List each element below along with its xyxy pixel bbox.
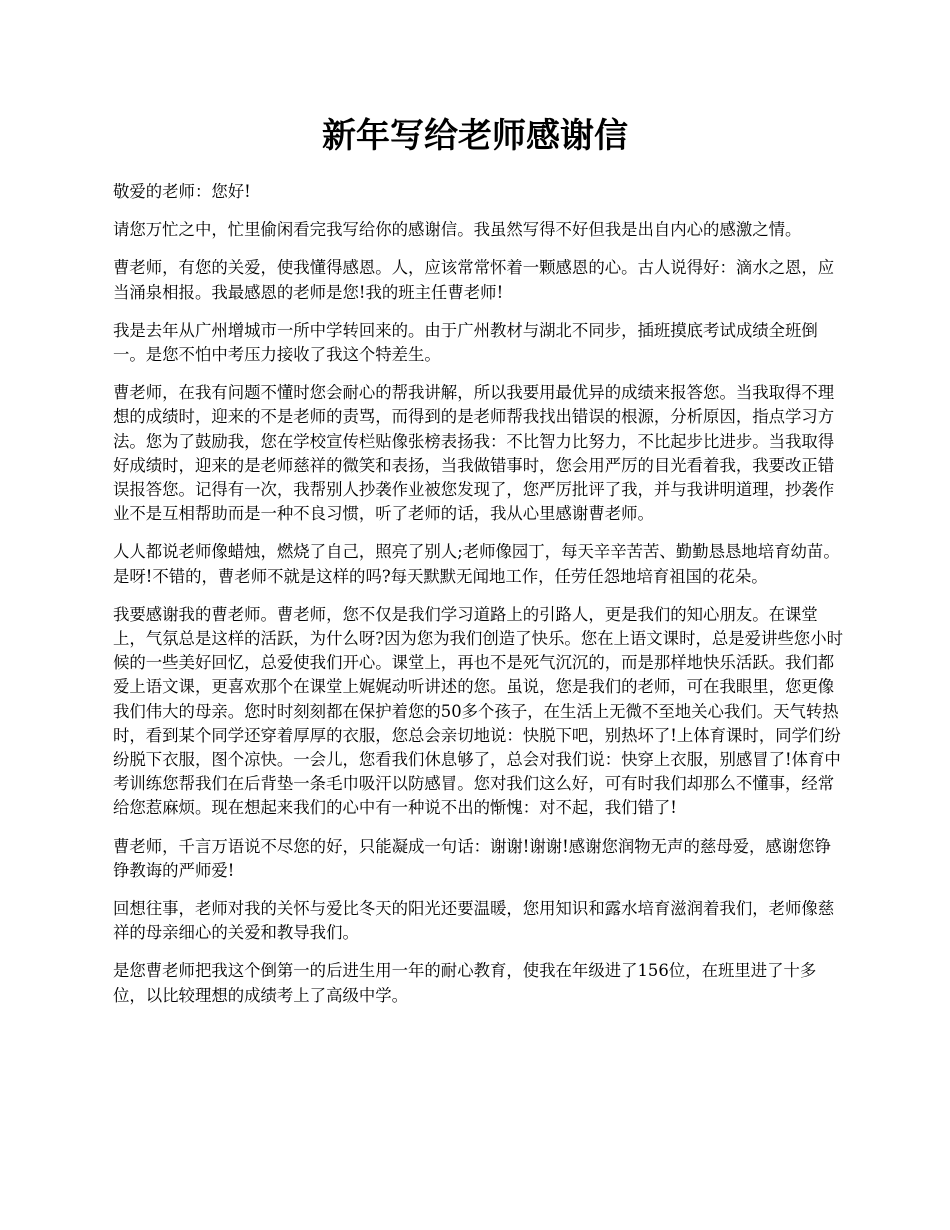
paragraph: 是您曹老师把我这个倒第一的后进生用一年的耐心教育，使我在年级进了156位，在班里进了十多位，以比较理想的成绩考上了高级中学。 [113, 961, 817, 1005]
paragraph: 曹老师，千言万语说不尽您的好，只能凝成一句话：谢谢!谢谢!感谢您润物无声的慈母爱，感谢您铮铮教诲的严师爱! [113, 836, 831, 880]
paragraph: 我要感谢我的曹老师。曹老师，您不仅是我们学习道路上的引路人，更是我们的知心朋友。在课堂上，气氛总是这样的活跃，为什么呀?因为您为我们创造了快乐。您在上语文课时，总是爱讲些您小时候的一些美好回忆，总爱使我们开心。课堂上，再也不是死气沉沉的，而是那样地快乐活跃。我们都爱上语文课，更喜欢那个在课堂上娓娓动听讲述的您。虽说，您是我们的老师，可在我眼里，您更像我们伟大的母亲。您时时刻刻都在保护着您的50多个孩子，在生活上无微不至地关心我们。天气转热时，看到某个同学还穿着厚厚的衣服，您总会亲切地说：快脱下吧，别热坏了!上体育课时，同学们纷纷脱下衣服，图个凉快。一会儿，您看我们休息够了，总会对我们说：快穿上衣服，别感冒了!体育中考训练您帮我们在后背垫一条毛巾吸汗以防感冒。您对我们这么好，可有时我们却那么不懂事，经常给您惹麻烦。现在想起来我们的心中有一种说不出的惭愧：对不起，我们错了! [113, 604, 843, 818]
paragraph: 请您万忙之中，忙里偷闲看完我写给你的感谢信。我虽然写得不好但我是出自内心的感激之情。 [113, 220, 802, 240]
letter-body [113, 180, 843, 1022]
paragraph: 曹老师，在我有问题不懂时您会耐心的帮我讲解，所以我要用最优异的成绩来报答您。当我取得不理想的成绩时，迎来的不是老师的责骂，而得到的是老师帮我找出错误的根源，分析原因，指点学习方法。您为了鼓励我，您在学校宣传栏贴像张榜表扬我：不比智力比努力，不比起步比进步。当我取得好成绩时，迎来的是老师慈祥的微笑和表扬，当我做错事时，您会用严厉的目光看着我，我要改正错误报答您。记得有一次，我帮别人抄袭作业被您发现了，您严厉批评了我，并与我讲明道理，抄袭作业不是互相帮助而是一种不良习惯，听了老师的话，我从心里感谢曹老师。 [113, 383, 835, 524]
paragraph: 人人都说老师像蜡烛，燃烧了自己，照亮了别人;老师像园丁，每天辛辛苦苦、勤勤恳恳地培育幼苗。是呀!不错的，曹老师不就是这样的吗?每天默默无闻地工作，任劳任怨地培育祖国的花朵。 [113, 542, 840, 586]
paragraph: 回想往事，老师对我的关怀与爱比冬天的阳光还要温暖，您用知识和露水培育滋润着我们，老师像慈祥的母亲细心的关爱和教导我们。 [113, 899, 835, 943]
paragraph: 我是去年从广州增城市一所中学转回来的。由于广州教材与湖北不同步，插班摸底考试成绩全班倒一。是您不怕中考压力接收了我这个特差生。 [113, 320, 818, 365]
paragraph-greeting: 敬爱的老师：您好! [113, 182, 251, 201]
paragraph: 曹老师，有您的关爱，使我懂得感恩。人，应该常常怀着一颗感恩的心。古人说得好：滴水之恩，应当涌泉相报。我最感恩的老师是您!我的班主任曹老师! [113, 258, 835, 302]
page-title: 新年写给老师感谢信 [322, 116, 628, 156]
